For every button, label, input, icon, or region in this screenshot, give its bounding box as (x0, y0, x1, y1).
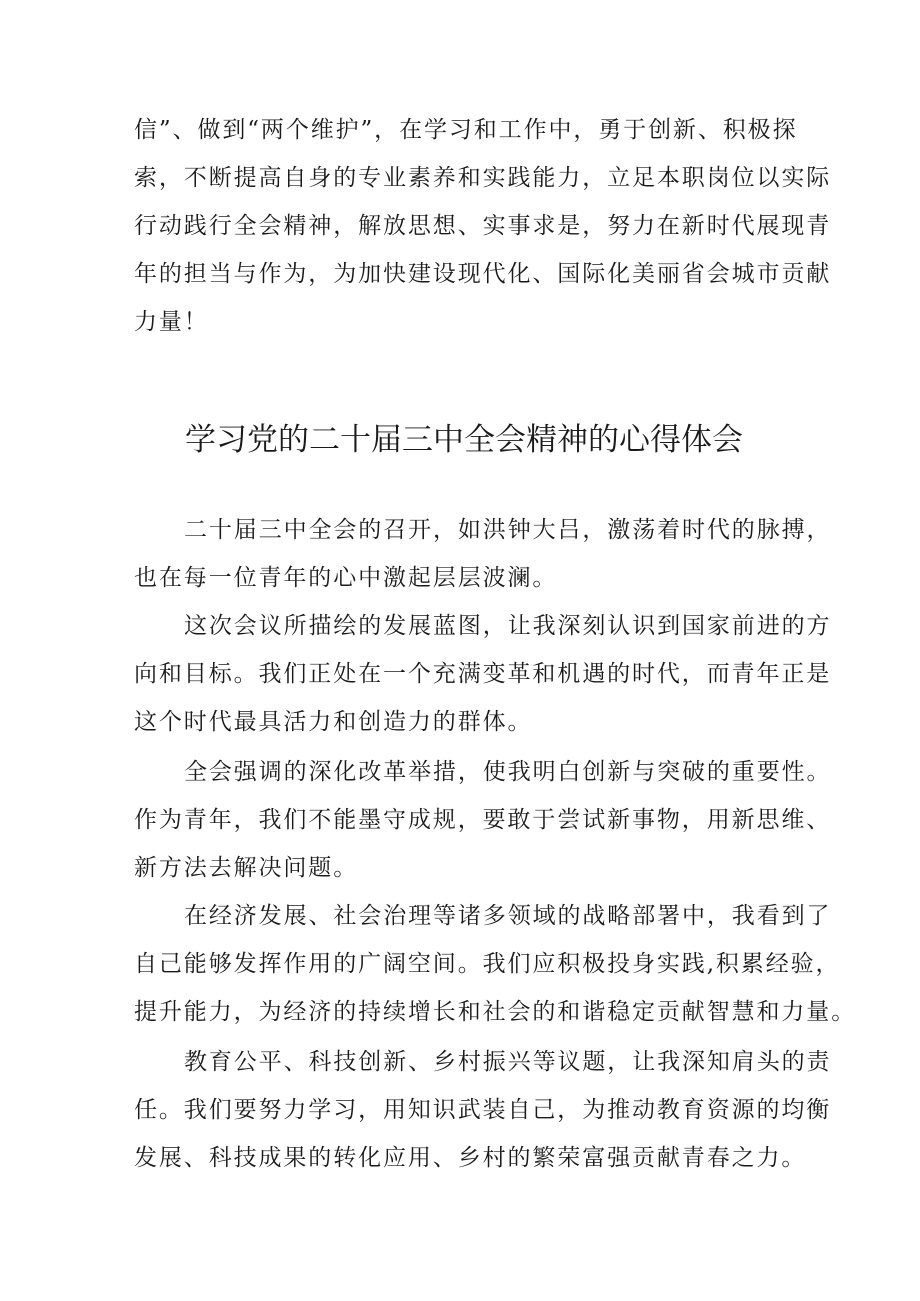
text-line: 这次会议所描绘的发展蓝图，让我深刻认识到国家前进的方 (184, 613, 832, 639)
text-line: 自己能够发挥作用的广阔空间。我们应积极投身实践,积累经验， (134, 951, 841, 977)
text-line: 这个时代最具活力和创造力的群体。 (134, 709, 533, 735)
text-line: 年的担当与作为，为加快建设现代化、国际化美丽省会城市贡献 (134, 261, 832, 287)
text-line: 向和目标。我们正处在一个充满变革和机遇的时代，而青年正是 (134, 661, 832, 687)
text-line: 信”、做到“两个维护”，在学习和工作中，勇于创新、积极探 (134, 117, 798, 143)
article-title: 学习党的二十届三中全会精神的心得体会 (185, 422, 743, 458)
text-line: 索，不断提高自身的专业素养和实践能力，立足本职岗位以实际 (134, 165, 832, 191)
text-line: 作为青年，我们不能墨守成规，要敢于尝试新事物，用新思维、 (134, 807, 832, 833)
text-line: 也在每一位青年的心中激起层层波澜。 (134, 565, 558, 591)
text-line: 任。我们要努力学习，用知识武装自己，为推动教育资源的均衡 (134, 1097, 832, 1123)
text-line: 在经济发展、社会治理等诸多领域的战略部署中，我看到了 (184, 903, 832, 929)
text-line: 行动践行全会精神，解放思想、实事求是，努力在新时代展现青 (134, 213, 832, 239)
text-line: 发展、科技成果的转化应用、乡村的繁荣富强贡献青春之力。 (134, 1145, 807, 1171)
text-line: 全会强调的深化改革举措，使我明白创新与突破的重要性。 (184, 759, 832, 785)
text-line: 教育公平、科技创新、乡村振兴等议题，让我深知肩头的责 (184, 1049, 832, 1075)
text-line: 力量！ (134, 309, 209, 335)
text-line: 提升能力，为经济的持续增长和社会的和谐稳定贡献智慧和力量。 (134, 999, 857, 1025)
text-line: 新方法去解决问题。 (134, 855, 359, 881)
text-line: 二十届三中全会的召开，如洪钟大吕，激荡着时代的脉搏， (184, 517, 832, 543)
